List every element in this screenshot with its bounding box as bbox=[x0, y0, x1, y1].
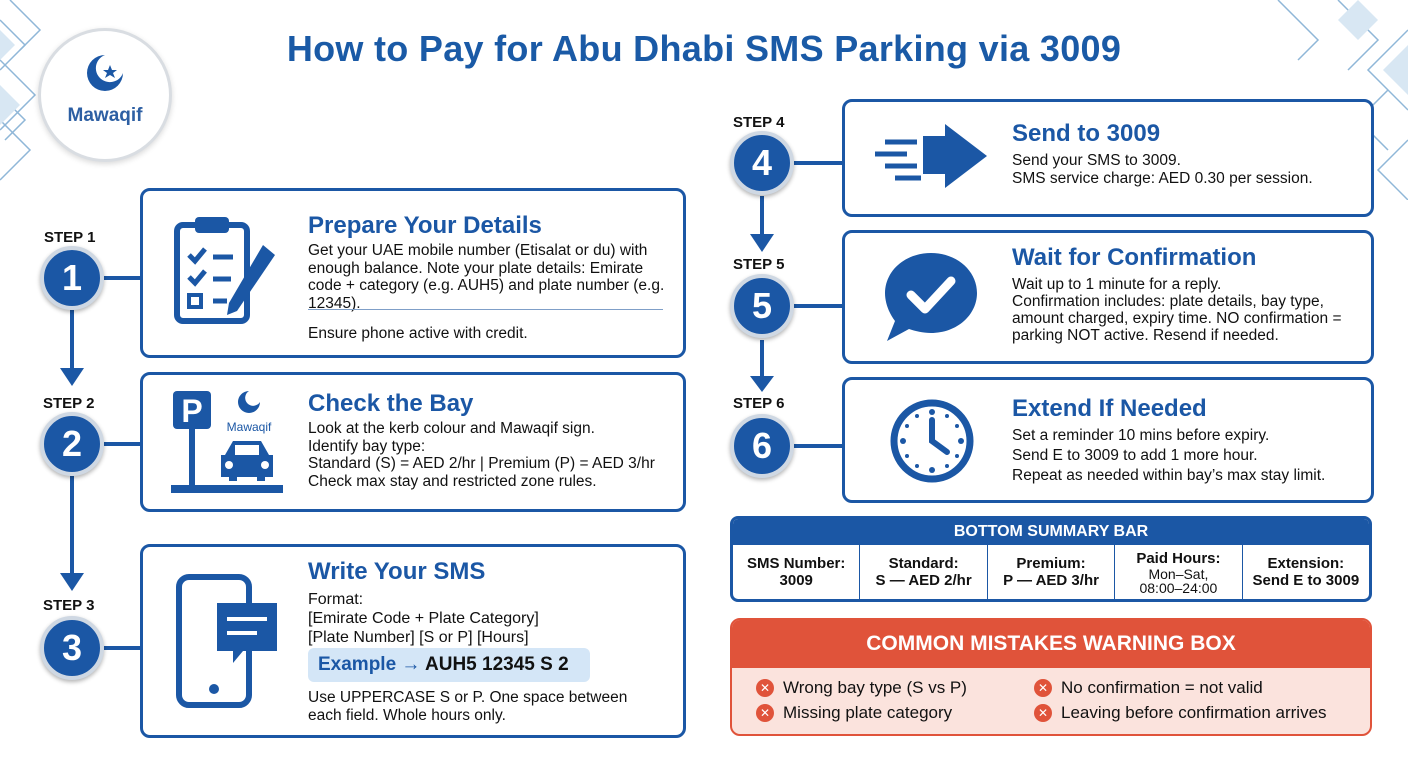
clock-icon bbox=[887, 396, 977, 486]
step-4-card bbox=[842, 99, 1374, 217]
step-6-card bbox=[842, 377, 1374, 503]
step-6-line-1: Set a reminder 10 mins before expiry. bbox=[1012, 427, 1270, 444]
step-4-title: Send to 3009 bbox=[1012, 120, 1161, 147]
x-circle-icon: ✕ bbox=[756, 704, 774, 722]
summary-col-label: Paid Hours: bbox=[1136, 549, 1221, 567]
send-arrow-icon bbox=[871, 122, 991, 192]
step-5-circle: 5 bbox=[730, 274, 794, 338]
summary-col-value: 3009 bbox=[779, 572, 813, 589]
step-4-label: STEP 4 bbox=[733, 114, 785, 131]
sms-example bbox=[308, 648, 590, 682]
summary-sms-number bbox=[733, 545, 860, 599]
step-5-label: STEP 5 bbox=[733, 256, 785, 273]
step-4-circle: 4 bbox=[730, 131, 794, 195]
step-6-line-2: Send E to 3009 to add 1 more hour. bbox=[1012, 447, 1258, 464]
step-6-label: STEP 6 bbox=[733, 395, 785, 412]
step-3-line-3: [Plate Number] [S or P] [Hours] bbox=[308, 629, 529, 646]
step-5-card bbox=[842, 230, 1374, 364]
step-2-circle: 2 bbox=[40, 412, 104, 476]
warning-item-text: Missing plate category bbox=[783, 703, 953, 722]
example-value: AUH5 12345 S 2 bbox=[425, 654, 569, 675]
step-1-note: Ensure phone active with credit. bbox=[308, 325, 528, 342]
step-5-line-2: Confirmation includes: plate details, bay type, amount charged, expiry time. NO confirmation = parking NOT active. Resend if needed. bbox=[1012, 293, 1342, 344]
phone-message-icon bbox=[173, 573, 283, 709]
warning-item bbox=[756, 678, 967, 698]
step-1-body bbox=[308, 242, 668, 312]
summary-col-value: P — AED 3/hr bbox=[1003, 572, 1099, 589]
step-1-text: Get your UAE mobile number (Etisalat or du) with enough balance. Note your plate details: Emirate code + category (e.g. AUH5) and plate number (e.g. 12345). bbox=[308, 242, 665, 312]
warning-box bbox=[730, 618, 1372, 736]
step-1-label: STEP 1 bbox=[44, 229, 96, 246]
step-3-line-1: Format: bbox=[308, 591, 364, 608]
step-1-card bbox=[140, 188, 686, 358]
parking-sign-car-icon bbox=[169, 389, 289, 499]
summary-heading: BOTTOM SUMMARY BAR bbox=[733, 519, 1369, 545]
warning-item bbox=[1034, 678, 1263, 698]
summary-col-value: Send E to 3009 bbox=[1252, 572, 1360, 589]
step-3-line-2: [Emirate Code + Plate Category] bbox=[308, 610, 539, 627]
step-2-body bbox=[308, 420, 678, 490]
x-circle-icon: ✕ bbox=[756, 679, 774, 697]
summary-col-label: Premium: bbox=[1016, 555, 1086, 572]
warning-item-text: Leaving before confirmation arrives bbox=[1061, 703, 1327, 722]
step-2-line-1: Look at the kerb colour and Mawaqif sign. bbox=[308, 420, 595, 437]
step-1-title: Prepare Your Details bbox=[308, 212, 542, 239]
warning-item bbox=[1034, 703, 1327, 723]
step-6-circle: 6 bbox=[730, 414, 794, 478]
summary-col-label: SMS Number: bbox=[747, 555, 846, 572]
summary-standard bbox=[860, 545, 987, 599]
logo-text: Mawaqif bbox=[67, 105, 143, 126]
summary-bar bbox=[730, 516, 1372, 602]
summary-col-value-2: 08:00–24:00 bbox=[1139, 579, 1218, 596]
step-2-line-4: Check max stay and restricted zone rules. bbox=[308, 472, 597, 490]
step-3-circle: 3 bbox=[40, 616, 104, 680]
step-2-line-2: Identify bay type: bbox=[308, 437, 426, 455]
warning-heading: COMMON MISTAKES WARNING BOX bbox=[732, 620, 1370, 668]
clipboard-checklist-icon bbox=[171, 215, 281, 329]
step-3-note: Use UPPERCASE S or P. One space between each field. Whole hours only. bbox=[308, 689, 628, 724]
summary-col-label: Extension: bbox=[1267, 555, 1345, 572]
warning-item-text: Wrong bay type (S vs P) bbox=[783, 678, 967, 697]
x-circle-icon: ✕ bbox=[1034, 704, 1052, 722]
step-3-title: Write Your SMS bbox=[308, 558, 486, 585]
summary-premium bbox=[988, 545, 1115, 599]
summary-col-value: Mon–Sat, bbox=[1148, 565, 1209, 582]
summary-extension bbox=[1243, 545, 1369, 599]
step-2-label: STEP 2 bbox=[43, 395, 95, 412]
mawaqif-brand-text: Mawaqif bbox=[226, 420, 272, 434]
page-title: How to Pay for Abu Dhabi SMS Parking via 3009 bbox=[286, 28, 1122, 69]
summary-paid-hours bbox=[1115, 545, 1242, 599]
warning-item bbox=[756, 703, 952, 723]
step-3-card bbox=[140, 544, 686, 738]
step-5-body bbox=[1012, 276, 1360, 344]
step-5-line-1: Wait up to 1 minute for a reply. bbox=[1012, 276, 1222, 293]
step-2-line-3: Standard (S) = AED 2/hr | Premium (P) = AED 3/hr bbox=[308, 455, 655, 472]
step-1-circle: 1 bbox=[40, 246, 104, 310]
step-6-body bbox=[1012, 426, 1362, 486]
x-circle-icon: ✕ bbox=[1034, 679, 1052, 697]
chat-checkmark-icon bbox=[881, 249, 981, 345]
step-2-card bbox=[140, 372, 686, 512]
summary-col-label: Standard: bbox=[888, 555, 959, 572]
step-6-line-3: Repeat as needed within bay’s max stay limit. bbox=[1012, 467, 1326, 484]
warning-item-text: No confirmation = not valid bbox=[1061, 678, 1263, 697]
step-4-line-2: SMS service charge: AED 0.30 per session. bbox=[1012, 169, 1313, 187]
step-6-title: Extend If Needed bbox=[1012, 395, 1207, 422]
parking-icon-letter: P bbox=[181, 393, 203, 429]
step-4-line-1: Send your SMS to 3009. bbox=[1012, 152, 1181, 169]
example-label: Example → bbox=[318, 654, 421, 675]
step-4-body bbox=[1012, 152, 1362, 187]
step-2-title: Check the Bay bbox=[308, 390, 474, 417]
summary-col-value: S — AED 2/hr bbox=[875, 572, 972, 589]
step-3-label: STEP 3 bbox=[43, 597, 95, 614]
step-3-body bbox=[308, 590, 678, 647]
step-5-title: Wait for Confirmation bbox=[1012, 244, 1257, 271]
